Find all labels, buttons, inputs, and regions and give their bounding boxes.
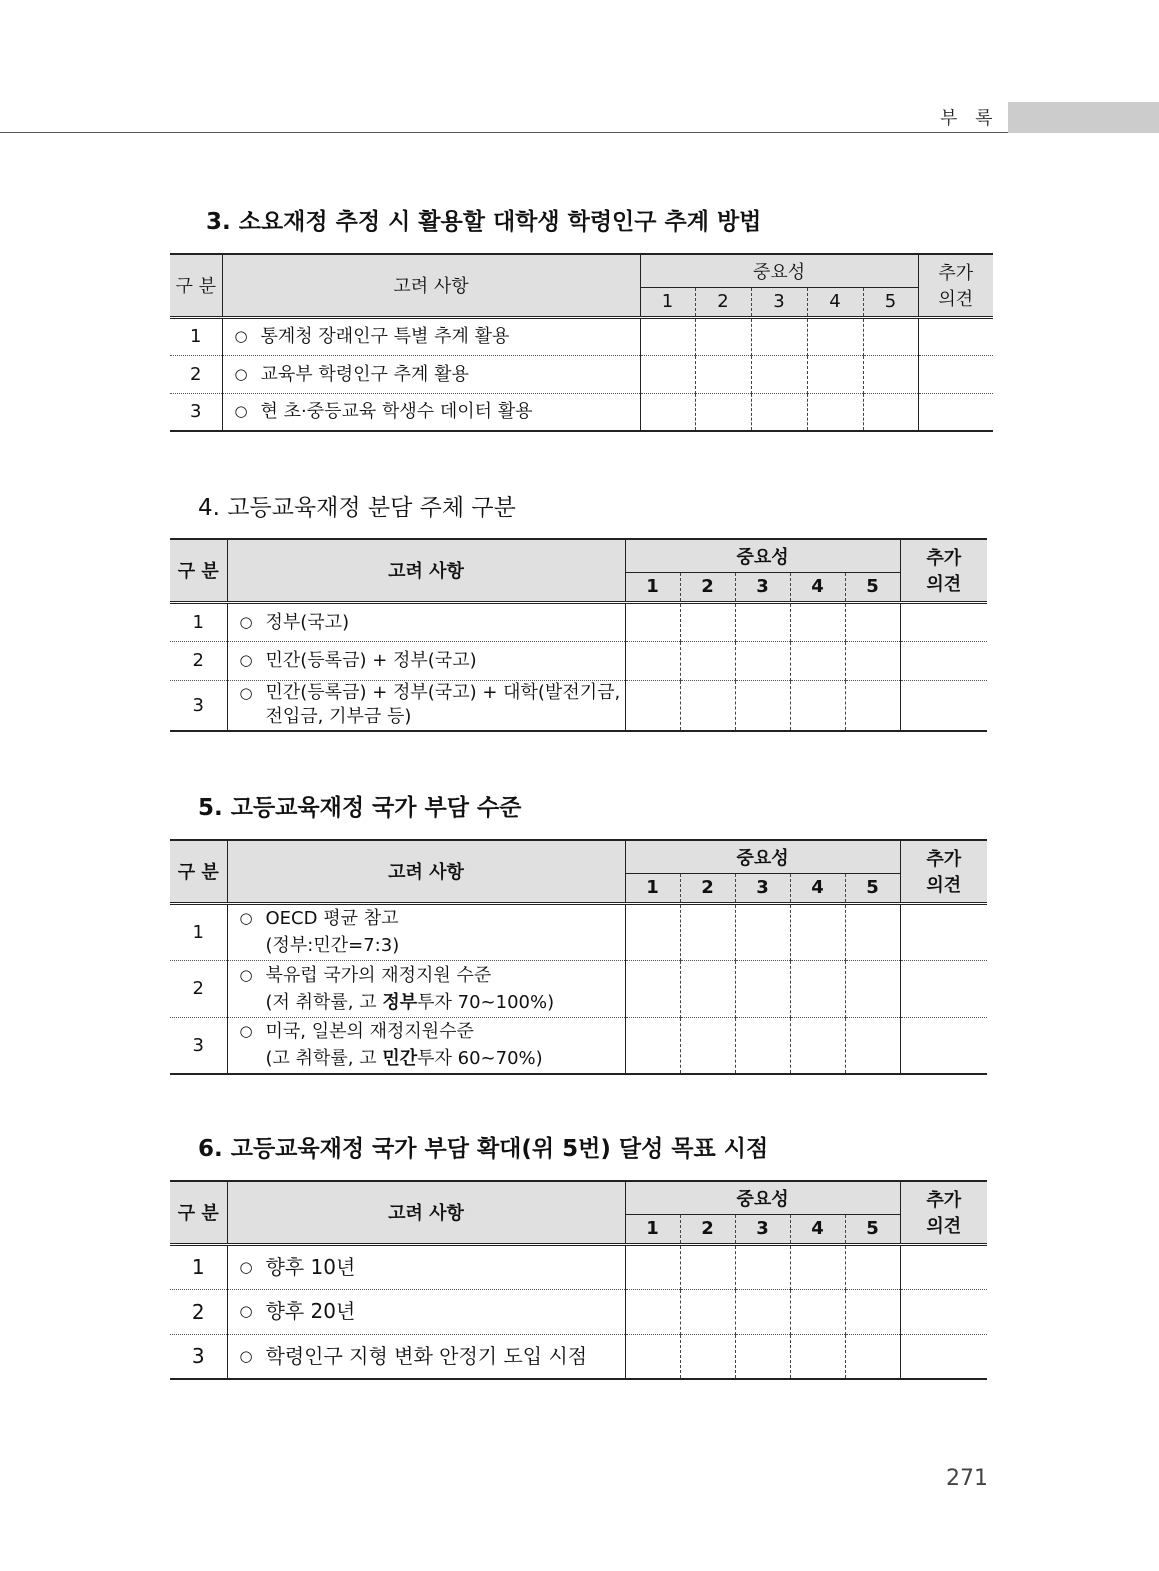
header-importance: 중요성 (625, 539, 900, 572)
header-score-2: 2 (680, 873, 735, 903)
header-score-5: 5 (863, 287, 918, 317)
score-cell-4[interactable] (790, 1017, 845, 1074)
section-4-title: 4. 고등교육재정 분담 주체 구분 (198, 495, 516, 521)
score-cell-1[interactable] (625, 641, 680, 680)
score-cell-3[interactable] (751, 317, 807, 355)
score-cell-5[interactable] (845, 680, 900, 731)
row-consideration: ○ 미국, 일본의 재정지원수준 (고 취학률, 고 민간투자 60~70%) (227, 1017, 625, 1074)
score-cell-3[interactable] (735, 960, 790, 1017)
score-cell-2[interactable] (695, 355, 751, 393)
header-extra-opinion: 추가 의견 (900, 1181, 987, 1244)
score-cell-2[interactable] (680, 1289, 735, 1334)
score-cell-1[interactable] (625, 903, 680, 960)
circle-bullet-icon: ○ (234, 327, 248, 345)
score-cell-5[interactable] (863, 317, 918, 355)
section-5-table (170, 839, 987, 1075)
table-row (170, 1017, 987, 1074)
row-number: 2 (170, 1289, 227, 1334)
score-cell-1[interactable] (625, 680, 680, 731)
header-considerations: 고려 사항 (227, 1181, 625, 1244)
row-consideration: ○ 현 초·중등교육 학생수 데이터 활용 (222, 393, 640, 431)
opinion-cell[interactable] (900, 960, 987, 1017)
header-score-1: 1 (625, 1214, 680, 1244)
score-cell-2[interactable] (680, 1334, 735, 1379)
row-number: 2 (170, 641, 227, 680)
row-number: 1 (170, 602, 227, 641)
score-cell-5[interactable] (863, 355, 918, 393)
circle-bullet-icon: ○ (239, 1022, 253, 1041)
row-consideration: ○ OECD 평균 참고 (정부:민간=7:3) (227, 903, 625, 960)
header-division: 구 분 (170, 254, 222, 317)
header-score-3: 3 (735, 572, 790, 602)
section-5-title: 5. 고등교육재정 국가 부담 수준 (198, 795, 522, 821)
score-cell-3[interactable] (735, 1289, 790, 1334)
header-considerations: 고려 사항 (227, 840, 625, 903)
score-cell-4[interactable] (807, 317, 863, 355)
opinion-cell[interactable] (900, 1244, 987, 1289)
header-score-3: 3 (751, 287, 807, 317)
header-importance: 중요성 (625, 840, 900, 873)
header-considerations: 고려 사항 (227, 539, 625, 602)
header-extra-opinion: 추가 의견 (900, 539, 987, 602)
row-consideration: ○ 학령인구 지형 변화 안정기 도입 시점 (227, 1334, 625, 1379)
score-cell-5[interactable] (845, 1334, 900, 1379)
score-cell-5[interactable] (845, 903, 900, 960)
header-division: 구 분 (170, 840, 227, 903)
opinion-cell[interactable] (900, 1017, 987, 1074)
header-score-5: 5 (845, 572, 900, 602)
opinion-cell[interactable] (918, 317, 993, 355)
score-cell-5[interactable] (845, 1244, 900, 1289)
score-cell-5[interactable] (845, 602, 900, 641)
score-cell-2[interactable] (680, 641, 735, 680)
header-tab-block (1008, 102, 1159, 133)
score-cell-1[interactable] (640, 355, 695, 393)
score-cell-3[interactable] (735, 641, 790, 680)
header-score-2: 2 (695, 287, 751, 317)
score-cell-1[interactable] (625, 1017, 680, 1074)
row-consideration: ○ 정부(국고) (227, 602, 625, 641)
score-cell-3[interactable] (735, 903, 790, 960)
score-cell-1[interactable] (625, 1289, 680, 1334)
row-number: 2 (170, 960, 227, 1017)
header-extra-opinion: 추가 의견 (918, 254, 993, 317)
table-row (170, 1289, 987, 1334)
header-score-5: 5 (845, 873, 900, 903)
header-extra-opinion: 추가 의견 (900, 840, 987, 903)
row-consideration: ○ 통계청 장래인구 특별 추계 활용 (222, 317, 640, 355)
opinion-cell[interactable] (900, 1334, 987, 1379)
opinion-cell[interactable] (900, 1289, 987, 1334)
row-consideration: ○ 교육부 학령인구 추계 활용 (222, 355, 640, 393)
circle-bullet-icon: ○ (234, 402, 248, 421)
header-rule (0, 132, 1010, 133)
table-row (170, 903, 987, 960)
header-label: 부 록 (940, 108, 999, 129)
score-cell-2[interactable] (695, 393, 751, 431)
score-cell-1[interactable] (625, 960, 680, 1017)
header-score-3: 3 (735, 873, 790, 903)
score-cell-2[interactable] (680, 680, 735, 731)
score-cell-3[interactable] (751, 393, 807, 431)
row-consideration: ○ 민간(등록금) + 정부(국고) + 대학(발전기금, 전입금, 기부금 등) (227, 680, 625, 731)
header-score-4: 4 (790, 1214, 845, 1244)
section-6-title: 6. 고등교육재정 국가 부담 확대(위 5번) 달성 목표 시점 (198, 1136, 769, 1162)
header-score-4: 4 (790, 873, 845, 903)
score-cell-1[interactable] (640, 393, 695, 431)
header-score-4: 4 (790, 572, 845, 602)
circle-bullet-icon: ○ (239, 612, 253, 631)
section-4-table (170, 538, 987, 732)
header-importance: 중요성 (640, 254, 918, 287)
score-cell-5[interactable] (845, 1017, 900, 1074)
circle-bullet-icon: ○ (239, 651, 253, 669)
circle-bullet-icon: ○ (239, 1257, 253, 1276)
score-cell-5[interactable] (845, 641, 900, 680)
circle-bullet-icon: ○ (239, 1302, 253, 1320)
circle-bullet-icon: ○ (239, 909, 253, 927)
score-cell-3[interactable] (735, 1244, 790, 1289)
header-division: 구 분 (170, 1181, 227, 1244)
table-row (170, 680, 987, 731)
table-row (170, 355, 993, 393)
header-score-1: 1 (640, 287, 695, 317)
row-number: 1 (170, 1244, 227, 1289)
score-cell-1[interactable] (625, 1244, 680, 1289)
opinion-cell[interactable] (918, 355, 993, 393)
score-cell-5[interactable] (845, 960, 900, 1017)
table-row (170, 602, 987, 641)
row-consideration: ○ 민간(등록금) + 정부(국고) (227, 641, 625, 680)
header-importance: 중요성 (625, 1181, 900, 1214)
row-consideration: ○ 향후 20년 (227, 1289, 625, 1334)
section-3-table (170, 253, 993, 432)
circle-bullet-icon: ○ (239, 1346, 253, 1365)
score-cell-5[interactable] (845, 1289, 900, 1334)
row-number: 3 (170, 1334, 227, 1379)
row-number: 3 (170, 680, 227, 731)
score-cell-3[interactable] (735, 1017, 790, 1074)
score-cell-1[interactable] (625, 1334, 680, 1379)
header-score-2: 2 (680, 1214, 735, 1244)
table-row (170, 393, 993, 431)
header-score-5: 5 (845, 1214, 900, 1244)
circle-bullet-icon: ○ (239, 965, 253, 984)
score-cell-4[interactable] (790, 680, 845, 731)
score-cell-4[interactable] (790, 903, 845, 960)
opinion-cell[interactable] (918, 393, 993, 431)
header-score-3: 3 (735, 1214, 790, 1244)
score-cell-1[interactable] (640, 317, 695, 355)
table-row (170, 1334, 987, 1379)
opinion-cell[interactable] (900, 602, 987, 641)
score-cell-4[interactable] (790, 960, 845, 1017)
row-number: 2 (170, 355, 222, 393)
score-cell-1[interactable] (625, 602, 680, 641)
page-number: 271 (946, 1466, 988, 1491)
header-score-2: 2 (680, 572, 735, 602)
table-row (170, 317, 993, 355)
score-cell-2[interactable] (680, 602, 735, 641)
row-number: 1 (170, 903, 227, 960)
opinion-cell[interactable] (900, 680, 987, 731)
score-cell-4[interactable] (790, 641, 845, 680)
circle-bullet-icon: ○ (239, 684, 253, 703)
header-score-4: 4 (807, 287, 863, 317)
row-number: 1 (170, 317, 222, 355)
section-6-table (170, 1180, 987, 1380)
opinion-cell[interactable] (900, 903, 987, 960)
score-cell-2[interactable] (680, 1017, 735, 1074)
section-3-title: 3. 소요재정 추정 시 활용할 대학생 학령인구 추계 방법 (206, 209, 762, 235)
score-cell-4[interactable] (790, 1244, 845, 1289)
table-row (170, 1244, 987, 1289)
row-number: 3 (170, 393, 222, 431)
header-score-1: 1 (625, 873, 680, 903)
table-row (170, 641, 987, 680)
row-consideration: ○ 북유럽 국가의 재정지원 수준 (저 취학률, 고 정부투자 70~100%) (227, 960, 625, 1017)
row-number: 3 (170, 1017, 227, 1074)
header-score-1: 1 (625, 572, 680, 602)
score-cell-5[interactable] (863, 393, 918, 431)
circle-bullet-icon: ○ (234, 364, 248, 383)
header-division: 구 분 (170, 539, 227, 602)
score-cell-4[interactable] (790, 602, 845, 641)
score-cell-2[interactable] (680, 903, 735, 960)
score-cell-3[interactable] (735, 1334, 790, 1379)
score-cell-4[interactable] (790, 1289, 845, 1334)
score-cell-4[interactable] (807, 393, 863, 431)
score-cell-3[interactable] (735, 680, 790, 731)
score-cell-2[interactable] (695, 317, 751, 355)
score-cell-3[interactable] (751, 355, 807, 393)
header-considerations: 고려 사항 (222, 254, 640, 317)
score-cell-4[interactable] (790, 1334, 845, 1379)
table-row (170, 960, 987, 1017)
score-cell-2[interactable] (680, 1244, 735, 1289)
score-cell-2[interactable] (680, 960, 735, 1017)
score-cell-4[interactable] (807, 355, 863, 393)
score-cell-3[interactable] (735, 602, 790, 641)
opinion-cell[interactable] (900, 641, 987, 680)
row-consideration: ○ 향후 10년 (227, 1244, 625, 1289)
